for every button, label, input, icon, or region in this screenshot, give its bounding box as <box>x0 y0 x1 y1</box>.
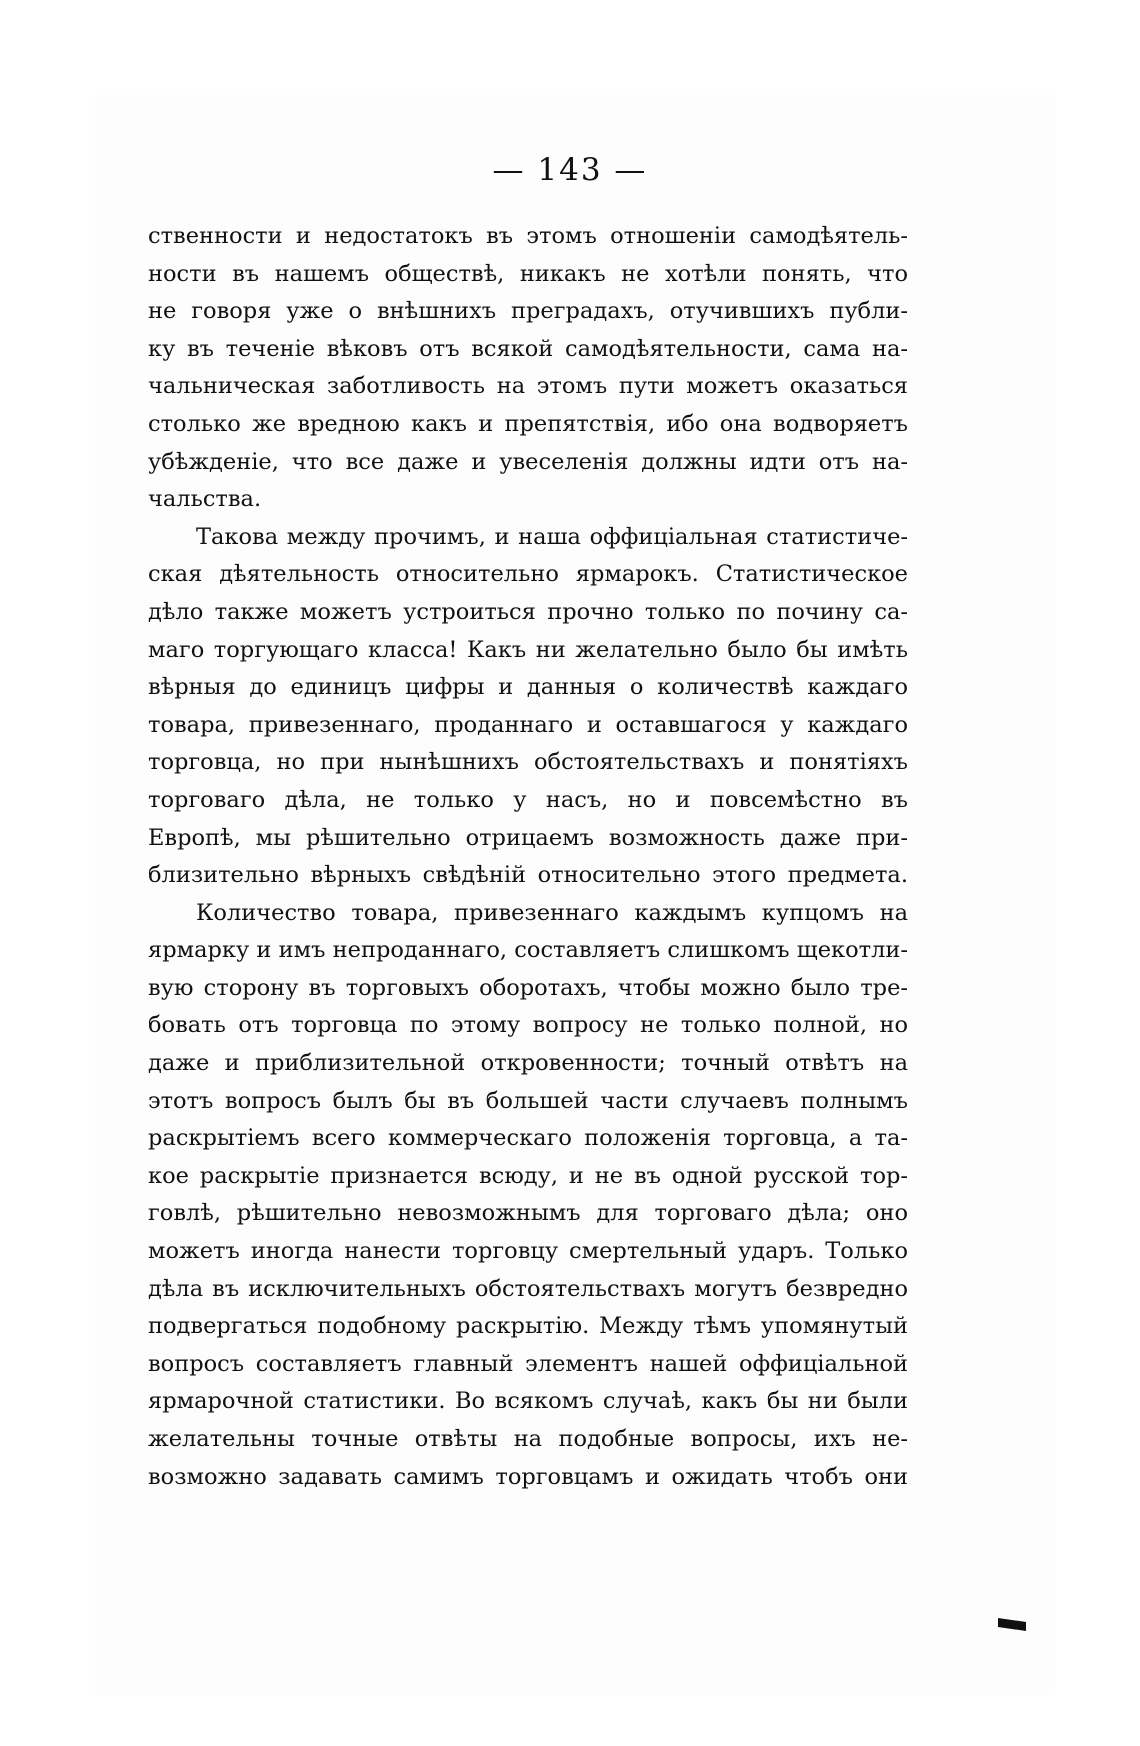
text-line: даже и приблизительной откровенности; точный отвѣтъ на <box>148 1050 908 1077</box>
text-line: ственности и недостатокъ въ этомъ отношеніи самодѣятель- <box>148 223 908 249</box>
body-text <box>148 218 908 1496</box>
text-line: не говоря уже о внѣшнихъ преградахъ, отучившихъ публи- <box>148 298 908 325</box>
text-line: торговаго дѣла, не только у насъ, но и повсемѣстно въ <box>148 786 908 813</box>
text-line: столько же вредною какъ и препятствія, ибо она водворяетъ <box>148 410 908 437</box>
text-line: желательны точные отвѣты на подобные вопросы, ихъ не- <box>148 1426 908 1452</box>
text-line: бовать отъ торговца по этому вопросу не только полной, но <box>148 1012 908 1039</box>
text-line: можетъ иногда нанести торговцу смертельный ударъ. Только <box>148 1238 908 1265</box>
text-line: говлѣ, рѣшительно невозможнымъ для торговаго дѣла; оно <box>148 1200 908 1227</box>
text-line: Количество товара, привезеннаго каждымъ купцомъ на <box>196 899 908 926</box>
page-number: — 143 — <box>492 152 648 188</box>
text-line: ская дѣятельность относительно ярмарокъ. Статистическое <box>148 561 908 588</box>
text-line: кое раскрытіе признается всюду, и не въ одной русской тор- <box>148 1162 908 1189</box>
text-line: подвергаться подобному раскрытію. Между тѣмъ упомянутый <box>148 1313 908 1340</box>
paragraph <box>148 218 908 519</box>
text-line: этотъ вопросъ былъ бы въ большей части случаевъ полнымъ <box>148 1087 908 1114</box>
text-line: ярмарочной статистики. Во всякомъ случаѣ, какъ бы ни были <box>148 1388 908 1415</box>
text-line: вую сторону въ торговыхъ оборотахъ, чтобы можно было тре- <box>148 974 908 1001</box>
text-line: ности въ нашемъ обществѣ, никакъ не хотѣли понять, что <box>148 260 908 287</box>
text-line: вѣрныя до единицъ цифры и данныя о количествѣ каждаго <box>148 674 908 701</box>
text-line: маго торгующаго класса! Какъ ни желательно было бы имѣть <box>148 636 908 663</box>
text-line: чальства. <box>148 486 262 513</box>
text-line: ку въ теченіе вѣковъ отъ всякой самодѣятельности, сама на- <box>148 335 908 362</box>
paragraph <box>148 519 908 895</box>
text-line: ярмарку и имъ непроданнаго, составляетъ слишкомъ щекотли- <box>148 937 908 964</box>
text-line: товара, привезеннаго, проданнаго и оставшагося у каждаго <box>148 711 908 738</box>
text-line: близительно вѣрныхъ свѣдѣній относительно этого предмета. <box>148 862 908 889</box>
text-line: раскрытіемъ всего коммерческаго положенія торговца, а та- <box>148 1125 908 1152</box>
text-line: убѣжденіе, что все даже и увеселенія должны идти отъ на- <box>148 448 908 475</box>
text-line: чальническая заботливость на этомъ пути можетъ оказаться <box>148 373 908 400</box>
text-line: Европѣ, мы рѣшительно отрицаемъ возможность даже при- <box>148 824 908 851</box>
text-line: Такова между прочимъ, и наша оффиціальная статистиче- <box>196 523 908 550</box>
text-line: торговца, но при нынѣшнихъ обстоятельствахъ и понятіяхъ <box>148 749 908 776</box>
text-line: дѣла въ исключительныхъ обстоятельствахъ могутъ безвредно <box>148 1275 908 1302</box>
paragraph <box>148 895 908 1497</box>
text-line: вопросъ составляетъ главный элементъ нашей оффиціальной <box>148 1350 908 1377</box>
text-line: дѣло также можетъ устроиться прочно только по почину са- <box>148 598 908 625</box>
text-line: возможно задавать самимъ торговцамъ и ожидать чтобъ они <box>148 1463 908 1490</box>
